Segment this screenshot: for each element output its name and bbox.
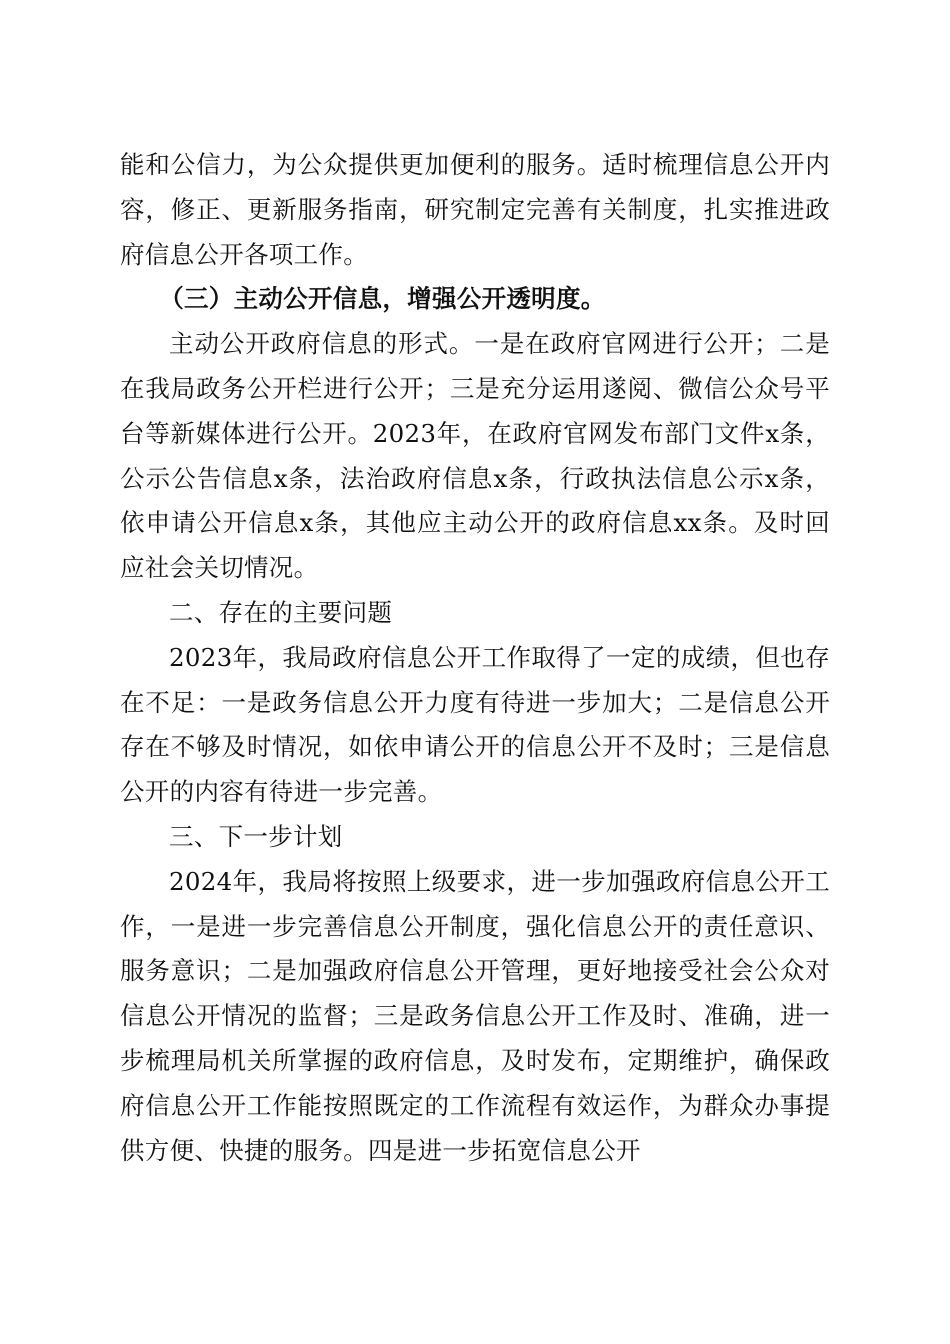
subheading-proactive-disclosure: （三）主动公开信息，增强公开透明度。	[159, 284, 606, 314]
paragraph-continuation: 能和公信力，为公众提供更加便利的服务。适时梳理信息公开内容，修正、更新服务指南，研究制定完善有关制度，扎实推进政府信息公开各项工作。	[120, 150, 830, 269]
paragraph-next-plan: 2024年，我局将按照上级要求，进一步加强政府信息公开工作，一是进一步完善信息公开制度，强化信息公开的责任意识、服务意识；二是加强政府信息公开管理，更好地接受社会公众对信息公开情况的监督；三是政务信息公开工作及时、准确，进一步梳理局机关所掌握的政府信息，及时发布，定期维护，确保政府信息公开工作能按照既定的工作流程有效运作，为群众办事提供方便、快捷的服务。四是进一步拓宽信息公开	[120, 866, 830, 1165]
heading-next-plan: 三、下一步计划	[169, 821, 343, 851]
heading-main-problems: 二、存在的主要问题	[169, 597, 393, 627]
document-body	[120, 143, 830, 1173]
paragraph-disclosure-forms: 主动公开政府信息的形式。一是在政府官网进行公开；二是在我局政务公开栏进行公开；三是充分运用遂阅、微信公众号平台等新媒体进行公开。2023年，在政府官网发布部门文件x条，公示公告信息x条，法治政府信息x条，行政执法信息公示x条，依申请公开信息x条，其他应主动公开的政府信息xx条。及时回应社会关切情况。	[120, 329, 830, 583]
paragraph-problems: 2023年，我局政府信息公开工作取得了一定的成绩，但也存在不足：一是政务信息公开力度有待进一步加大；二是信息公开存在不够及时情况，如依申请公开的信息公开不及时；三是信息公开的内容有待进一步完善。	[120, 642, 830, 807]
